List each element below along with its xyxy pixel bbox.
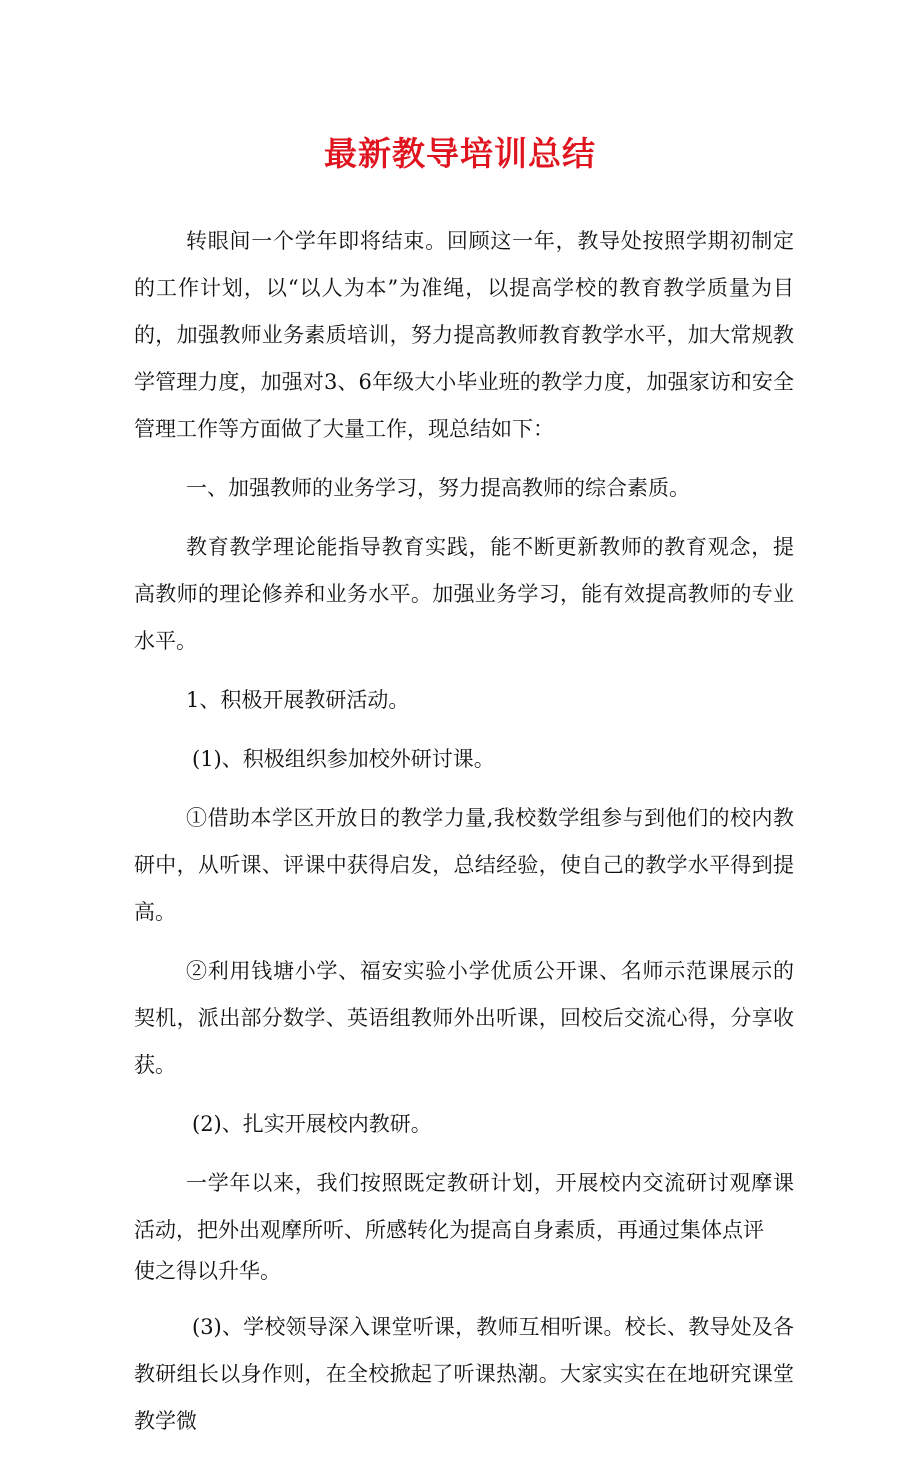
item-3: (3)、学校领导深入课堂听课，教师互相听课。校长、教导处及各教研组长以身作则，在全校掀起了听课热潮。大家实实在在地研究课堂教学微 [134,1315,794,1433]
paragraph-intro: 转眼间一个学年即将结束。回顾这一年，教导处按照学期初制定的工作计划，以“以人为本”为准绳，以提高学校的教育教学质量为目的，加强教师业务素质培训，努力提高教师教育教学水平，加大常规教学管理力度，加强对3、6年级大小毕业班的教学力度，加强家访和安全管理工作等方面做了大量工作，现总结如下： [134,229,794,441]
section-heading-1: 一、加强教师的业务学习，努力提高教师的综合素质。 [186,476,690,500]
paragraph-theory: 教育教学理论能指导教育实践，能不断更新教师的教育观念，提高教师的理论修养和业务水平。加强业务学习，能有效提高教师的专业水平。 [134,535,794,653]
item-2: (2)、扎实开展校内教研。 [192,1112,432,1136]
item-2-body: 一学年以来，我们按照既定教研计划，开展校内交流研讨观摩课活动，把外出观摩所听、所感转化为提高自身素质，再通过集体点评 [134,1171,794,1242]
document-body [134,218,794,1457]
item-1-a: ①借助本学区开放日的教学力量,我校数学组参与到他们的校内教研中，从听课、评课中获得启发，总结经验，使自己的教学水平得到提高。 [134,806,794,924]
subheading-1: 1、积极开展教研活动。 [186,688,410,712]
document-title: 最新教导培训总结 [324,134,596,173]
item-2-body-cont: 使之得以升华。 [134,1259,281,1283]
item-1-b: ②利用钱塘小学、福安实验小学优质公开课、名师示范课展示的契机，派出部分数学、英语组教师外出听课，回校后交流心得，分享收获。 [134,959,794,1077]
item-1: (1)、积极组织参加校外研讨课。 [192,747,495,771]
